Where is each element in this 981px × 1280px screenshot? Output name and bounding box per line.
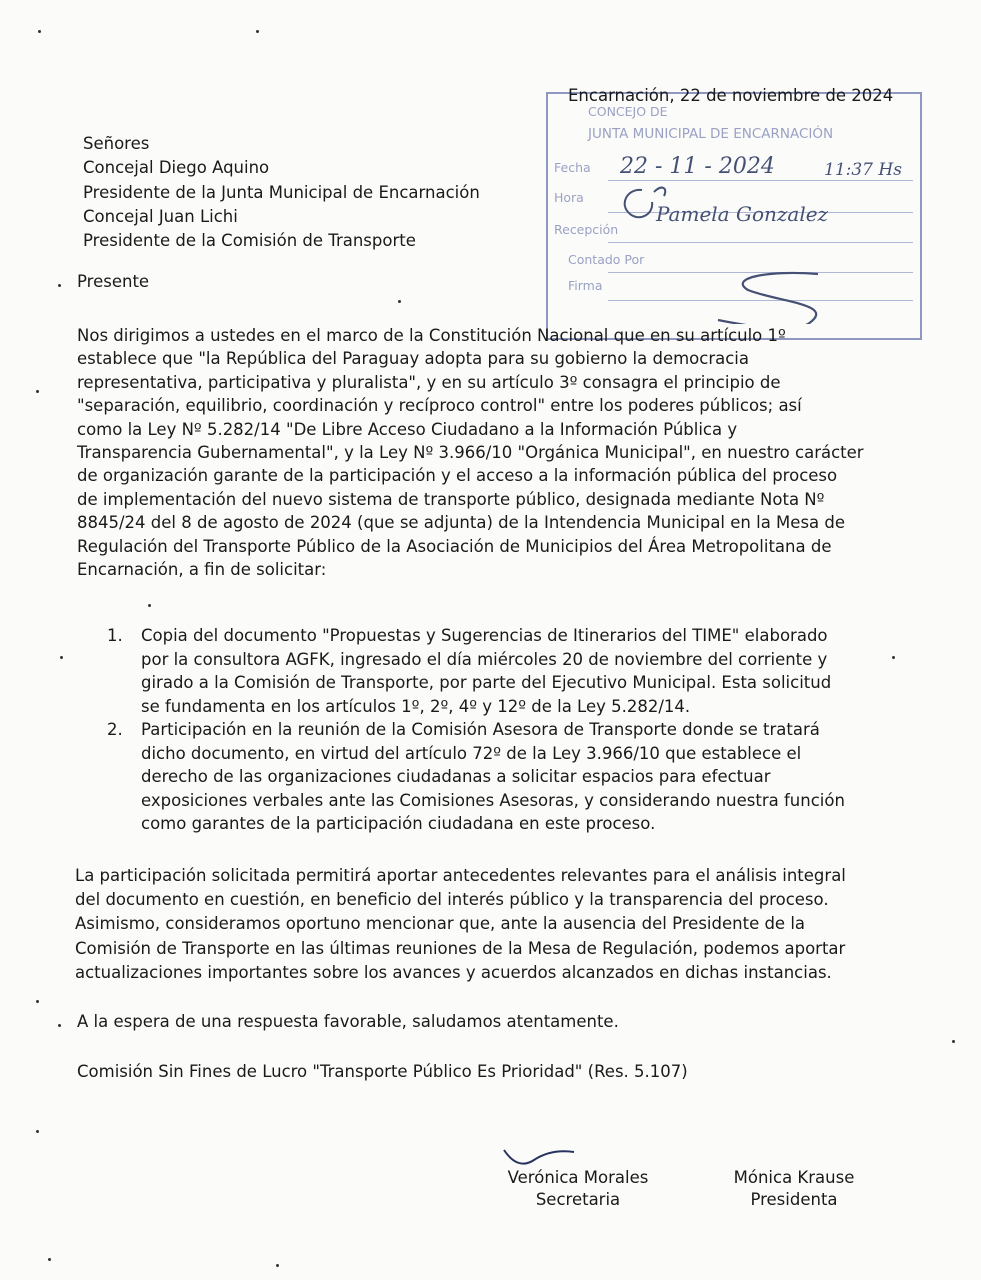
stamp-handwritten-time: 11:37 Hs: [824, 160, 902, 180]
addressee-block: [83, 132, 480, 253]
scan-speck: [276, 1264, 279, 1267]
scan-speck: [60, 656, 63, 659]
text-line: La participación solicitada permitirá aportar antecedentes relevantes para el análisis integral: [75, 866, 846, 885]
text-line: actualizaciones importantes sobre los avances y acuerdos alcanzados en dichas instancias.: [75, 962, 832, 982]
text-line: de implementación del nuevo sistema de transporte público, designada mediante Nota Nº: [77, 489, 825, 509]
text-line: Nos dirigimos a ustedes en el marco de la Constitución Nacional que en su artículo 1º: [77, 326, 786, 345]
text-line: Transparencia Gubernamental", y la Ley Nº 3.966/10 "Orgánica Municipal", en nuestro carácter: [77, 443, 864, 463]
stamp-handwritten-date: 22 - 11 - 2024: [620, 154, 775, 179]
organization-line: Comisión Sin Fines de Lucro "Transporte Público Es Prioridad" (Res. 5.107): [77, 1062, 688, 1081]
signer-role: Presidenta: [750, 1190, 838, 1209]
scan-speck: [48, 1258, 51, 1261]
signer-name: Verónica Morales: [507, 1168, 649, 1187]
scan-speck: [36, 1000, 39, 1003]
text-line: Copia del documento "Propuestas y Sugerencias de Itinerarios del TIME" elaborado: [141, 626, 828, 645]
text-line: 8845/24 del 8 de agosto de 2024 (que se adjunta) de la Intendencia Municipal en la Mesa de: [77, 513, 846, 533]
stamp-org-line1: CONCEJO DE: [588, 104, 668, 119]
paragraph-justification: [75, 864, 846, 985]
scan-speck: [36, 1130, 39, 1133]
text-line: representativa, participativa y pluralista", y en su artículo 3º consagra el principio de: [77, 372, 781, 392]
signature-presidenta: [714, 1167, 874, 1211]
addressee-line: Concejal Diego Aquino: [83, 158, 270, 178]
text-line: establece que "la República del Paraguay adopta para su gobierno la democracia: [77, 349, 749, 369]
presente-label: Presente: [77, 272, 150, 291]
stamp-signature-scribble-icon: [608, 174, 908, 324]
text-line: Regulación del Transporte Público de la Asociación de Municipios del Área Metropolitana de: [77, 536, 832, 556]
text-line: exposiciones verbales ante las Comisiones Asesoras, y considerando nuestra función: [141, 790, 845, 810]
addressee-line: Presidente de la Comisión de Transporte: [83, 231, 416, 251]
closing-line: A la espera de una respuesta favorable, saludamos atentamente.: [77, 1012, 619, 1031]
signer-role: Secretaria: [535, 1190, 621, 1209]
stamp-label-recepcion: Recepción: [554, 222, 619, 237]
place-date: Encarnación, 22 de noviembre de 2024: [568, 86, 894, 105]
item-number: 1.: [107, 626, 123, 645]
text-line: derecho de las organizaciones ciudadanas a solicitar espacios para efectuar: [141, 767, 771, 786]
scan-speck: [148, 604, 151, 607]
text-line: como la Ley Nº 5.282/14 "De Libre Acceso Ciudadano a la Información Pública y: [77, 419, 738, 439]
text-line: Participación en la reunión de la Comisión Asesora de Transporte donde se tratará: [141, 720, 820, 739]
scan-speck: [892, 656, 895, 659]
scan-speck: [256, 30, 259, 33]
stamp-label-contado: Contado Por: [568, 252, 645, 267]
text-line: girado a la Comisión de Transporte, por parte del Ejecutivo Municipal. Esta solicitud: [141, 673, 832, 692]
text-line: Encarnación, a fin de solicitar:: [77, 560, 327, 580]
scan-speck: [398, 300, 401, 303]
text-line: como garantes de la participación ciudadana en este proceso.: [141, 814, 656, 833]
text-line: se fundamenta en los artículos 1º, 2º, 4º y 12º de la Ley 5.282/14.: [141, 696, 691, 716]
stamp-org-line2: JUNTA MUNICIPAL DE ENCARNACIÓN: [588, 126, 834, 142]
signer-name: Mónica Krause: [733, 1168, 855, 1187]
request-item-1: [107, 624, 845, 718]
stamp-label-hora: Hora: [554, 190, 584, 205]
signature-secretaria: [493, 1167, 663, 1211]
scan-speck: [58, 1024, 61, 1027]
request-item-2: [107, 718, 845, 836]
reception-stamp: [546, 92, 922, 340]
text-line: "separación, equilibrio, coordinación y recíproco control" entre los poderes públicos; así: [77, 396, 802, 416]
request-list: [107, 624, 845, 836]
text-line: de organización garante de la participación y el acceso a la información pública del proceso: [77, 466, 838, 486]
paragraph-intro: [77, 324, 864, 581]
stamp-handwritten-name: Pamela Gonzalez: [656, 202, 829, 226]
addressee-line: Concejal Juan Lichi: [83, 206, 238, 226]
text-line: por la consultora AGFK, ingresado el día miércoles 20 de noviembre del corriente y: [141, 649, 828, 669]
text-line: Asimismo, consideramos oportuno mencionar que, ante la ausencia del Presidente de la: [75, 914, 806, 934]
addressee-line: Presidente de la Junta Municipal de Encarnación: [83, 182, 480, 202]
scan-speck: [58, 284, 61, 287]
scan-speck: [36, 390, 39, 393]
stamp-label-firma: Firma: [568, 278, 603, 293]
text-line: del documento en cuestión, en beneficio del interés público y la transparencia del proceso.: [75, 890, 829, 910]
item-number: 2.: [107, 720, 123, 739]
scan-speck: [38, 30, 41, 33]
text-line: dicho documento, en virtud del artículo 72º de la Ley 3.966/10 que establece el: [141, 743, 802, 763]
addressee-line: Señores: [83, 134, 150, 153]
stamp-label-fecha: Fecha: [554, 160, 591, 175]
scan-speck: [952, 1040, 955, 1043]
text-line: Comisión de Transporte en las últimas reuniones de la Mesa de Regulación, podemos aportar: [75, 938, 846, 958]
